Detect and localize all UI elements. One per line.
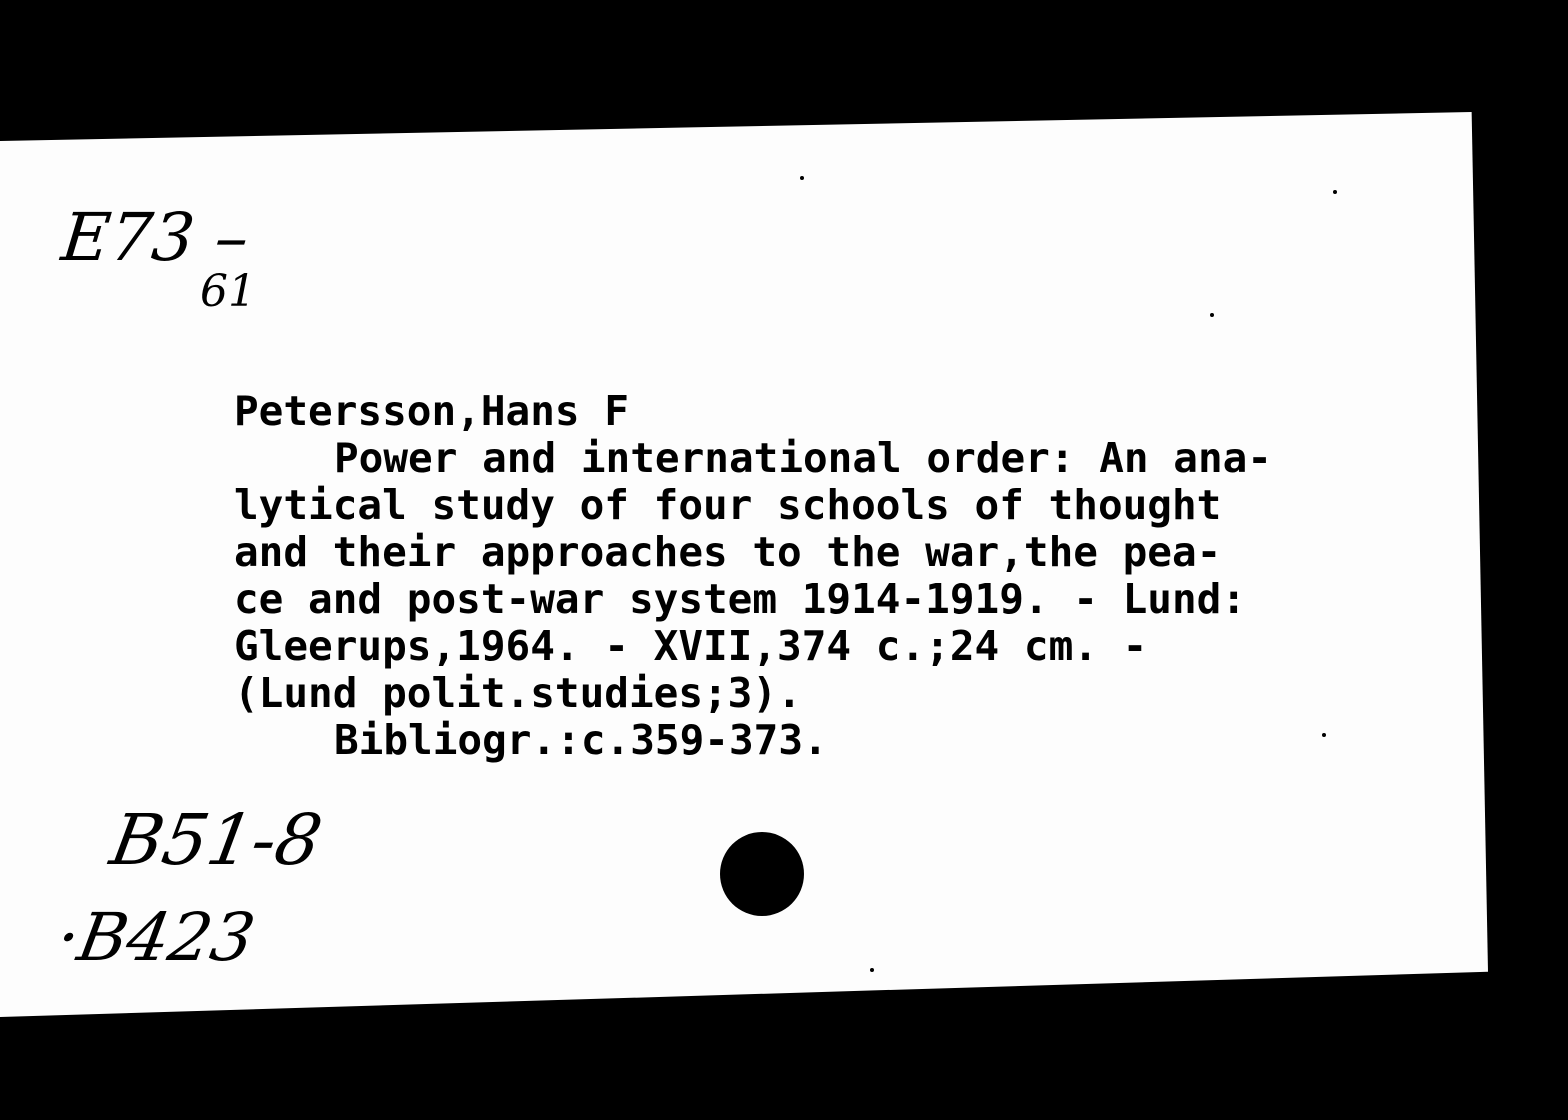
author-heading: Petersson,Hans F <box>234 387 629 435</box>
title-line-1: Power and international order: An ana- <box>334 434 1272 482</box>
imprint-line: Gleerups,1964. - XVII,374 c.;24 cm. - <box>234 622 1148 670</box>
location-mark-2: ·B423 <box>51 899 261 976</box>
dust-speck <box>1322 733 1326 737</box>
dust-speck <box>870 968 874 972</box>
location-mark-1: B51-8 <box>104 799 328 881</box>
call-number-line-1: E73 – <box>58 199 253 276</box>
dust-speck <box>800 176 804 180</box>
series-line: (Lund polit.studies;3). <box>234 669 802 717</box>
punch-hole <box>720 832 804 916</box>
title-line-4: ce and post-war system 1914-1919. - Lund: <box>234 575 1247 623</box>
call-number-line-2: 61 <box>200 266 256 317</box>
bibliography-note: Bibliogr.:c.359-373. <box>334 716 828 764</box>
bibliographic-entry <box>234 388 1474 764</box>
title-line-2: lytical study of four schools of thought <box>234 481 1222 529</box>
title-line-3: and their approaches to the war,the pea- <box>234 528 1222 576</box>
dust-speck <box>1333 190 1337 194</box>
dust-speck <box>1210 313 1214 317</box>
